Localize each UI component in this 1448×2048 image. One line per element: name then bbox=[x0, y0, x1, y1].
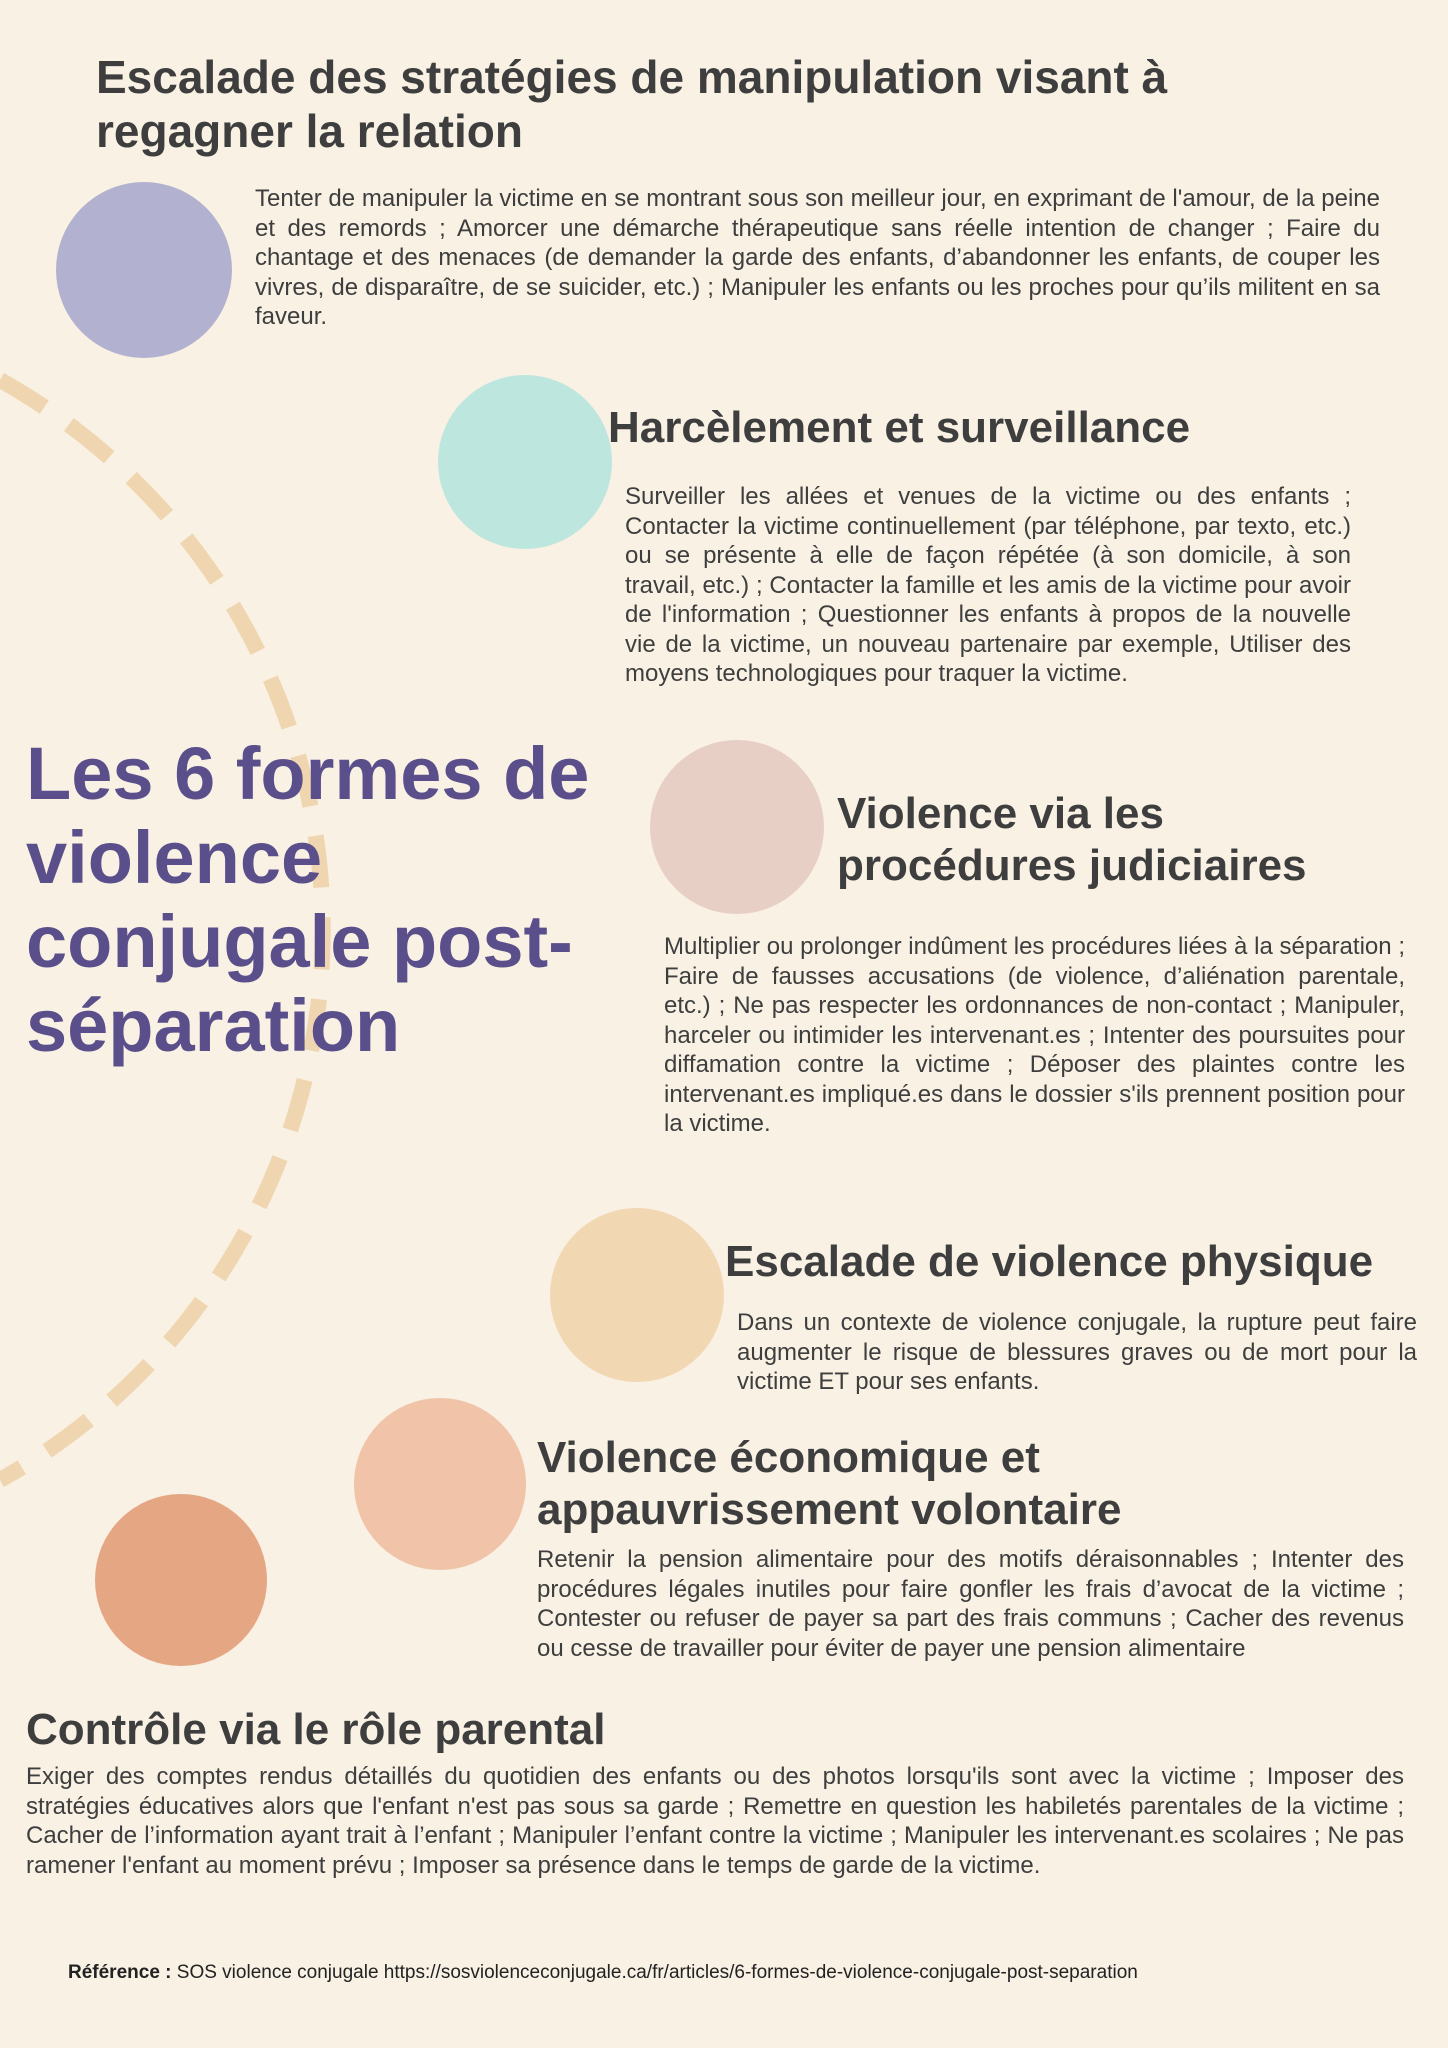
section-text-physique: Dans un contexte de violence conjugale, la rupture peut faire augmenter le risque de blessures graves ou de mort pour la victime ET pour ses enfants. bbox=[737, 1309, 1417, 1395]
section-title-economique: Violence économique et appauvrissement volontaire bbox=[537, 1433, 1122, 1534]
section-text-manipulation: Tenter de manipuler la victime en se montrant sous son meilleur jour, en exprimant de l'amour, de la peine et des remords ; Amorcer une démarche thérapeutique sans réelle intention de changer ; Faire du chantage et des menaces (de demander la garde des enfants, d’abandonner les enfants, de couper les vivres, de disparaître, de se suicider, etc.) ; Manipuler les enfants ou les proches pour qu’ils militent en sa faveur. bbox=[255, 185, 1380, 330]
section-title-manipulation: Escalade des stratégies de manipulation visant à regagner la relation bbox=[96, 51, 1168, 157]
section-title-judiciaire: Violence via les procédures judiciaires bbox=[837, 789, 1307, 890]
circle-rose bbox=[650, 740, 824, 914]
circle-peach bbox=[550, 1208, 724, 1382]
circle-salmon bbox=[354, 1398, 526, 1570]
section-text-harcelement: Surveiller les allées et venues de la victime ou des enfants ; Contacter la victime continuellement (par téléphone, par texto, etc.) ou se présente à elle de façon répétée (à son domicile, à son travail, etc.) ; Contacter la famille et les amis de la victime pour avoir de l'information ; Questionner les enfants à propos de la nouvelle vie de la victime, un nouveau partenaire par exemple, Utiliser des moyens technologiques pour traquer la victime. bbox=[625, 483, 1351, 687]
section-title-parental: Contrôle via le rôle parental bbox=[26, 1705, 606, 1754]
reference-label: Référence : bbox=[68, 1962, 172, 1983]
reference bbox=[68, 1962, 1408, 1984]
section-title-physique: Escalade de violence physique bbox=[725, 1237, 1374, 1286]
circle-mint bbox=[438, 375, 612, 549]
circle-lavender bbox=[56, 182, 232, 358]
page-title: Les 6 formes de violence conjugale post-séparation bbox=[26, 732, 590, 1067]
section-text-economique: Retenir la pension alimentaire pour des motifs déraisonnables ; Intenter des procédures légales inutiles pour faire gonfler les frais d’avocat de la victime ; Contester ou refuser de payer sa part des frais communs ; Cacher des revenus ou cesse de travailler pour éviter de payer une pension alimentaire bbox=[537, 1546, 1404, 1662]
reference-text: SOS violence conjugale https://sosviolenceconjugale.ca/fr/articles/6-formes-de-violence-conjugale-post-separation bbox=[176, 1962, 1138, 1983]
section-title-harcelement: Harcèlement et surveillance bbox=[608, 403, 1191, 452]
section-text-parental: Exiger des comptes rendus détaillés du quotidien des enfants ou des photos lorsqu'ils sont avec la victime ; Imposer des stratégies éducatives alors que l'enfant n'est pas sous sa garde ; Remettre en question les habiletés parentales de la victime ; Cacher de l’information ayant trait à l’enfant ; Manipuler l’enfant contre la victime ; Manipuler les intervenant.es scolaires ; Ne pas ramener l'enfant au moment prévu ; Imposer sa présence dans le temps de garde de la victime. bbox=[26, 1763, 1404, 1879]
section-text-judiciaire: Multiplier ou prolonger indûment les procédures liées à la séparation ; Faire de fausses accusations (de violence, d’aliénation parentale, etc.) ; Ne pas respecter les ordonnances de non-contact ; Manipuler, harceler ou intimider les intervenant.es ; Intenter des poursuites pour diffamation contre la victime ; Déposer des plaintes contre les intervenant.es impliqué.es dans le dossier s'ils prennent position pour la victime. bbox=[664, 933, 1405, 1137]
circle-terracotta bbox=[95, 1494, 267, 1666]
